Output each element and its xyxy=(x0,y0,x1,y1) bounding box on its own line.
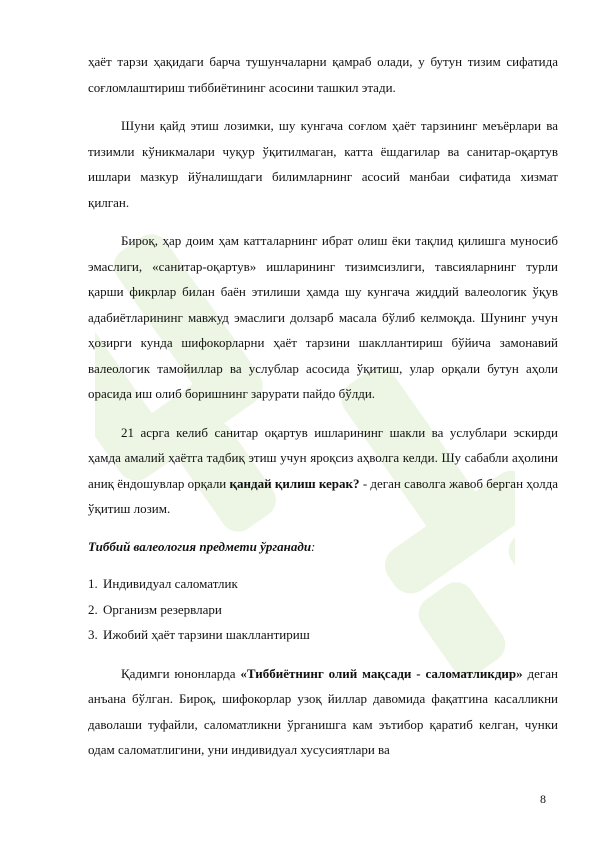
paragraph-5-text: Қадимги юнонларда xyxy=(121,665,241,681)
paragraph-3: Бироқ, ҳар доим ҳам катталарнинг ибрат олиш ёки тақлид қилишга муносиб эмаслиги, «санитар-оқартув» ишларининг тизимсизлиги, тавсияларнинг турли қарши фикрлар билан баён этилиши ҳамда шу кунгача жиддий валеологик ўқув адабиётларининг мавжуд эмаслиги долзарб масала бўлиб келмоқда. Шунинг учун ҳозирги кунда шифокорларни ҳаёт тарзини шакллантириш бўйича замонавий валеологик тамойиллар ва услублар асосида ўқитиш, улар орқали бутун аҳоли орасида иш олиб боришнинг зарурати пайдо бўлди. xyxy=(88,233,558,401)
list-item-number: 2. xyxy=(88,601,98,617)
list-item xyxy=(88,622,558,648)
paragraph-5-bold-quote: «Тиббиётнинг олий мақсади - саломатликдир» xyxy=(240,665,523,681)
paragraph-1: ҳаёт тарзи ҳақидаги барча тушунчаларни қамраб олади, у бутун тизим сифатида соғломлаштириш тиббиётининг асосини ташкил этади. xyxy=(88,54,558,95)
section-heading-text: Тиббий валеология предмети ўрганади xyxy=(88,538,312,554)
paragraph-4-bold-question: қандай қилиш керак? xyxy=(229,475,360,491)
paragraph-2: Шуни қайд этиш лозимки, шу кунгача соғлом ҳаёт тарзининг меъёрлари ва тизимли кўникмалари чуқур ўқитилмаган, катта ёшдагилар ва санитар-оқартув ишлари мазкур йўналишдаги билимларнинг асосий манбаи сифатида хизмат қилган. xyxy=(88,118,558,210)
list-item-text: Индивидуал саломатлик xyxy=(103,576,238,591)
list-item-text: Организм резервлари xyxy=(103,601,222,617)
list-item-text: Ижобий ҳаёт тарзини шакллантириш xyxy=(103,627,310,642)
paragraph-5-tail: деган анъана бўлган. Бироқ, шифокорлар узоқ йиллар давомида фақатгина касалликни даволаши туфайли, саломатликни ўрганишга кам эътибор қаратиб келган, чунки одам саломатлигини, уни индивидуал хусусиятлари ва xyxy=(88,665,558,757)
list-item xyxy=(88,571,558,597)
paragraph-4-text: 21 асрга келиб санитар оқартув ишларининг шакли ва услублари эскирди ҳамда амалий ҳаётга тадбиқ этиш учун яроқсиз аҳволга келди. Шу сабабли аҳолини аниқ ёндошувлар орқали xyxy=(88,424,558,491)
list-item-number: 3. xyxy=(88,627,98,642)
subject-list xyxy=(88,571,558,648)
paragraph-4 xyxy=(88,420,558,522)
list-item-number: 1. xyxy=(88,576,98,591)
section-heading-colon: : xyxy=(311,538,316,554)
paragraph-4-tail: - деган саволга жавоб берган ҳолда ўқитиш лозим. xyxy=(88,475,559,516)
document-body xyxy=(88,49,558,763)
section-heading xyxy=(88,534,558,560)
list-item xyxy=(88,597,558,623)
page-number: 8 xyxy=(540,792,546,806)
paragraph-5 xyxy=(88,661,558,763)
